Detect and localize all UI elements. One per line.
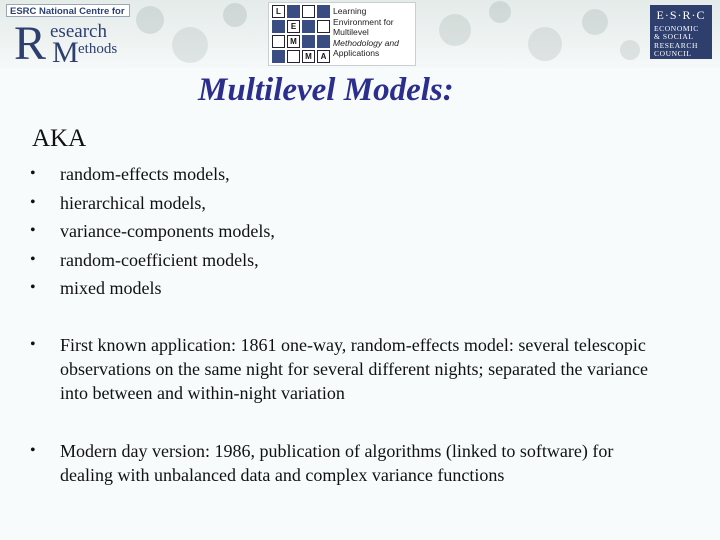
lemma-cell [302,5,315,18]
aka-heading: AKA [32,125,87,152]
bullet-icon: • [30,165,36,182]
bullet-icon: • [30,193,36,211]
lemma-cell [317,20,330,33]
list-item-text: random-coefficient models, [60,249,259,270]
lemma-line: Applications [333,48,380,59]
bullet-icon: • [30,442,36,459]
lemma-line: Multilevel [333,27,369,38]
lemma-cell [272,35,285,48]
esrc-logo-line: ECONOMIC [654,24,699,33]
lemma-cell: M [302,50,315,63]
lemma-cell: L [272,5,285,18]
lemma-cell [272,20,285,33]
list-item [30,160,275,189]
slide-title: Multilevel Models: [198,72,454,108]
paragraph-text: First known application: 1861 one-way, random-effects model: several telescopic observations on the same night for several different nights; separated the variance into between and within-night variation [60,335,648,403]
first-application-paragraph [30,333,670,405]
ncrm-word-research: esearch [50,21,107,42]
esrc-logo-line: & SOCIAL [654,32,694,42]
lemma-cell [302,35,315,48]
ncrm-initial-m: M [52,36,79,68]
lemma-cell [317,5,330,18]
list-item-text: random-effects models, [60,164,230,184]
esrc-logo[interactable] [650,5,712,59]
bullet-icon: • [30,250,36,268]
lemma-line: Learning [333,6,367,16]
lemma-line: Environment for [333,16,394,27]
lemma-cell [317,35,330,48]
bullet-icon: • [30,279,36,296]
paragraph-text: Modern day version: 1986, publication of algorithms (linked to software) for dealing with unbalanced data and complex variance functions [60,441,614,485]
esrc-logo-line: COUNCIL [654,49,692,59]
lemma-cell: A [317,50,330,63]
lemma-line: Methodology and [333,37,399,48]
ncrm-word-methods: ethods [78,41,118,57]
lemma-cell: M [287,35,300,48]
aka-list [30,160,275,303]
ncrm-name-bar: ESRC National Centre for [6,4,130,17]
esrc-logo-words [654,25,710,59]
list-item [30,217,275,246]
list-item-text: hierarchical models, [60,192,206,213]
ncrm-logo[interactable] [6,4,132,66]
lemma-cell [287,50,300,63]
list-item [30,274,275,303]
list-item [30,189,275,218]
lemma-wordmark [333,6,413,59]
lemma-logo[interactable] [268,2,416,66]
ncrm-initial-r: R [14,17,47,68]
lemma-cell [272,50,285,63]
esrc-logo-line: RESEARCH [654,40,698,50]
esrc-logo-acronym: E·S·R·C [656,8,706,22]
bullet-icon: • [30,222,36,239]
header-band [0,0,720,68]
modern-version-paragraph [30,439,670,487]
lemma-cell [287,5,300,18]
list-item-text: variance-components models, [60,221,275,241]
list-item-text: mixed models [60,278,162,298]
list-item [30,246,275,275]
lemma-cell: E [287,20,300,33]
bullet-icon: • [30,336,36,353]
lemma-grid-icon [272,5,330,63]
lemma-cell [302,20,315,33]
